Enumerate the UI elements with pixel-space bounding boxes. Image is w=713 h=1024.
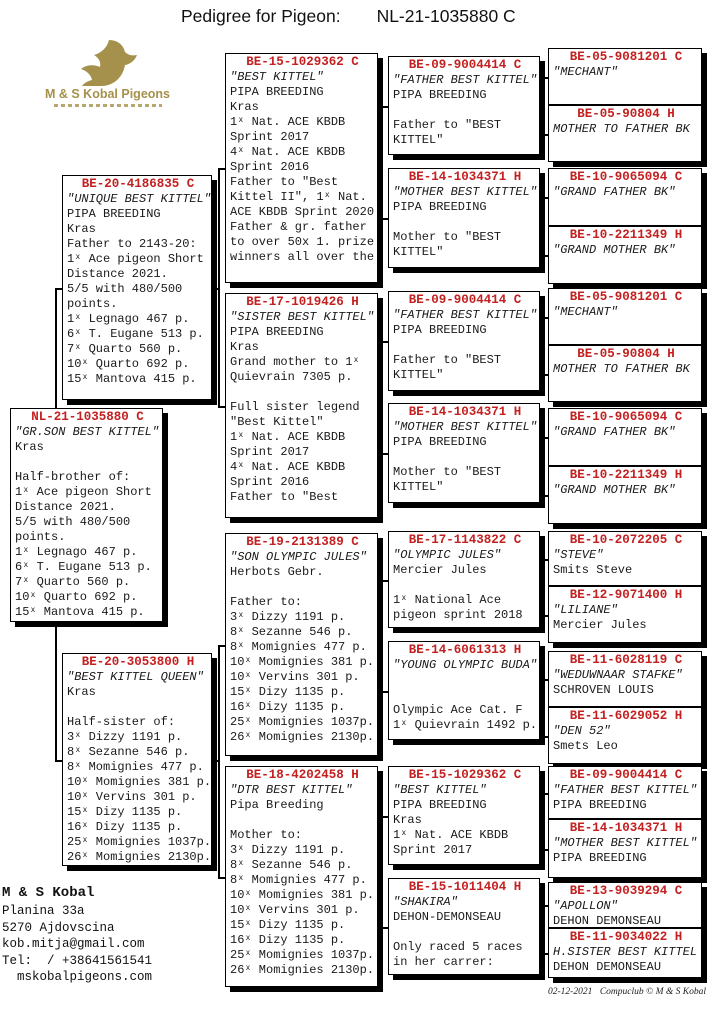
pedigree-line: in her carrer: — [393, 955, 494, 969]
connector-line — [541, 905, 548, 907]
contact-phone: Tel: / +38641561541 — [2, 953, 153, 968]
connector-line — [541, 793, 543, 849]
pedigree-line: Sprint 2017 — [230, 130, 310, 144]
pigeon-name: "GRAND FATHER BK" — [553, 425, 676, 439]
pedigree-line: 15ˣ Dizy 1135 p. — [230, 918, 346, 932]
pedigree-box — [548, 707, 702, 764]
connector-line — [381, 106, 388, 108]
connector-line — [381, 927, 388, 929]
ring-number: BE-20-4186835 C — [81, 177, 195, 191]
pedigree-line: PIPA BREEDING — [393, 200, 487, 214]
connector-line — [55, 760, 62, 762]
pedigree-line: 10ˣ Momignies 381 p. — [67, 775, 212, 789]
pedigree-line — [393, 103, 537, 118]
pedigree-line: Kras — [393, 813, 422, 827]
pedigree-line: Half-sister of: — [67, 715, 176, 729]
pedigree-line — [393, 338, 537, 353]
pedigree-line: 8ˣ Sezanne 546 p. — [230, 858, 353, 872]
pedigree-box — [225, 293, 378, 518]
pedigree-line: 16ˣ Dizy 1135 p. — [230, 700, 346, 714]
connector-line — [218, 168, 225, 170]
ring-number: BE-15-1029362 C — [408, 768, 522, 782]
ring-number: NL-21-1035880 C — [31, 410, 144, 424]
pedigree-line: Sprint 2017 — [393, 843, 473, 857]
pedigree-line: KITTEL" — [393, 245, 444, 259]
pedigree-line: Kittel II", 1ˣ Nat. — [230, 190, 367, 204]
pigeon-name: "GR.SON BEST KITTEL" — [15, 425, 160, 439]
pigeon-logo-icon — [79, 40, 137, 86]
pedigree-line — [230, 813, 375, 828]
pedigree-line: 1ˣ Ace pigeon Short — [15, 485, 152, 499]
ring-number: BE-05-90804 H — [577, 107, 675, 121]
connector-line — [218, 406, 225, 408]
pedigree-line — [393, 673, 537, 688]
pigeon-name: "BEST KITTEL" — [230, 70, 324, 84]
pedigree-line: Father to: — [230, 595, 303, 609]
connector-line — [218, 645, 225, 647]
pigeon-name: "GRAND MOTHER BK" — [553, 483, 676, 497]
pigeon-name: "WEDUWNAAR STAFKE" — [553, 668, 683, 682]
pedigree-line: winners all over the — [230, 250, 375, 264]
pedigree-line: DEHON DEMONSEAU — [553, 960, 662, 974]
ring-number: BE-09-9004414 C — [569, 768, 683, 782]
pigeon-name: "FATHER BEST KITTEL" — [393, 308, 538, 322]
pedigree-line: 1ˣ Quievrain 1492 p. — [393, 718, 538, 732]
pedigree-box — [62, 175, 212, 400]
pigeon-name: "LILIANE" — [553, 603, 618, 617]
pedigree-line: 3ˣ Dizzy 1191 p. — [230, 610, 346, 624]
pedigree-line — [230, 385, 375, 400]
pigeon-name: "BEST KITTEL" — [393, 783, 487, 797]
ring-number: BE-10-2072205 C — [569, 533, 683, 547]
pedigree-box — [225, 533, 378, 756]
pedigree-line — [15, 455, 160, 470]
pedigree-line: 15ˣ Mantova 415 p. — [15, 605, 145, 619]
pigeon-name: "YOUNG OLYMPIC BUDA" — [393, 658, 538, 672]
pedigree-line: 1ˣ National Ace — [393, 593, 502, 607]
pedigree-line: 3ˣ Dizzy 1191 p. — [230, 843, 346, 857]
connector-line — [541, 849, 548, 851]
ring-number: BE-05-90804 H — [577, 347, 675, 361]
ring-number: BE-13-9039294 C — [569, 884, 683, 898]
connector-line — [541, 437, 543, 495]
connector-line — [381, 580, 383, 691]
connector-line — [541, 736, 548, 738]
loft-logo — [25, 40, 190, 107]
connector-line — [541, 679, 543, 736]
pigeon-name: "MECHANT" — [553, 305, 618, 319]
connector-line — [381, 580, 388, 582]
pedigree-box — [388, 291, 540, 391]
pedigree-line: 10ˣ Vervins 301 p. — [230, 903, 360, 917]
pedigree-line: 15ˣ Dizy 1135 p. — [230, 685, 346, 699]
pedigree-line: 1ˣ Ace pigeon Short — [67, 252, 204, 266]
pedigree-box — [388, 403, 540, 503]
pedigree-line: Kras — [67, 685, 96, 699]
pigeon-name: "SHAKIRA" — [393, 895, 458, 909]
contact-email: kob.mitja@gmail.com — [2, 937, 145, 951]
pedigree-line: 1ˣ Nat. ACE KBDB — [393, 828, 509, 842]
pigeon-name: "MOTHER BEST KITTEL" — [553, 836, 698, 850]
connector-line — [381, 218, 388, 220]
pedigree-line: 16ˣ Dizy 1135 p. — [67, 820, 183, 834]
pedigree-box — [388, 766, 540, 865]
pedigree-line: Pipa Breeding — [230, 798, 324, 812]
connector-line — [541, 197, 543, 255]
pedigree-line: Sprint 2016 — [230, 475, 310, 489]
connector-line — [540, 453, 543, 455]
pedigree-line: Father to "BEST — [393, 353, 502, 367]
pedigree-line: SCHROVEN LOUIS — [553, 683, 654, 697]
pedigree-line: Only raced 5 races — [393, 940, 523, 954]
connector-line — [540, 106, 543, 108]
footer-credit: Compuclub © M & S Kobal — [599, 987, 706, 997]
pedigree-line: PIPA BREEDING — [230, 85, 324, 99]
pedigree-box — [548, 226, 702, 284]
pedigree-line: PIPA BREEDING — [393, 798, 487, 812]
connector-line — [381, 453, 388, 455]
pedigree-line: DEHON-DEMONSEAU — [393, 910, 502, 924]
pigeon-name: "DTR BEST KITTEL" — [230, 783, 353, 797]
pedigree-line: 1ˣ Legnago 467 p. — [15, 545, 138, 559]
pedigree-line: KITTEL" — [393, 368, 444, 382]
contact-address-line: Planina 33a — [2, 904, 85, 918]
connector-line — [540, 691, 543, 693]
pedigree-line: PIPA BREEDING — [553, 798, 647, 812]
pedigree-line: DEHON DEMONSEAU — [553, 914, 662, 928]
pigeon-name: "OLYMPIC JULES" — [393, 548, 502, 562]
pedigree-line: Distance 2021. — [67, 267, 168, 281]
ring-number: BE-17-1143822 C — [408, 533, 522, 547]
ring-number: BE-14-1034371 H — [408, 170, 522, 184]
connector-line — [381, 816, 383, 927]
ring-number: BE-18-4202458 H — [246, 768, 359, 782]
page-title-ring: NL-21-1035880 C — [376, 6, 516, 26]
pedigree-line: 10ˣ Vervins 301 p. — [230, 670, 360, 684]
connector-line — [540, 927, 543, 929]
connector-line — [541, 953, 548, 955]
connector-line — [381, 341, 388, 343]
pigeon-name: MOTHER TO FATHER BK — [553, 122, 690, 136]
pedigree-line — [393, 688, 537, 703]
pedigree-line: 8ˣ Momignies 477 p. — [230, 640, 367, 654]
pedigree-line: Full sister legend — [230, 400, 360, 414]
pedigree-box — [548, 766, 702, 819]
pedigree-line: 8ˣ Momignies 477 p. — [230, 873, 367, 887]
pedigree-box — [388, 641, 540, 740]
pigeon-name: "MOTHER BEST KITTEL" — [393, 185, 538, 199]
connector-line — [540, 218, 543, 220]
connector-line — [541, 905, 543, 953]
connector-line — [541, 255, 548, 257]
connector-line — [212, 288, 220, 290]
connector-line — [541, 317, 548, 319]
pedigree-line: Distance 2021. — [15, 500, 116, 514]
ring-number: BE-10-9065094 C — [569, 170, 683, 184]
connector-line — [541, 793, 548, 795]
ring-number: BE-15-1011404 H — [408, 880, 522, 894]
connector-line — [378, 877, 383, 879]
pedigree-box — [388, 56, 540, 155]
pedigree-line: to over 50x 1. prize — [230, 235, 375, 249]
page-title — [181, 6, 516, 27]
pedigree-line — [393, 925, 537, 940]
pedigree-line — [393, 450, 537, 465]
pedigree-line: 10ˣ Momignies 381 p. — [230, 888, 375, 902]
pigeon-name: "GRAND MOTHER BK" — [553, 243, 676, 257]
pedigree-line: 1ˣ Nat. ACE KBDB — [230, 430, 346, 444]
pigeon-name: "MECHANT" — [553, 65, 618, 79]
pedigree-line: 10ˣ Vervins 301 p. — [67, 790, 197, 804]
pedigree-line: Mercier Jules — [393, 563, 487, 577]
connector-line — [541, 374, 548, 376]
ring-number: BE-11-6029052 H — [569, 709, 683, 723]
connector-line — [541, 134, 548, 136]
pedigree-box — [548, 586, 702, 643]
pedigree-box — [548, 651, 702, 707]
connector-line — [541, 559, 548, 561]
pedigree-line: PIPA BREEDING — [393, 88, 487, 102]
pedigree-line: ACE KBDB Sprint 2020 — [230, 205, 375, 219]
pedigree-box — [548, 288, 702, 345]
pedigree-line: Sprint 2016 — [230, 160, 310, 174]
pigeon-name: "FATHER BEST KITTEL" — [553, 783, 698, 797]
contact-city-line: 5270 Ajdovscina — [2, 920, 115, 935]
connector-line — [541, 679, 548, 681]
pedigree-box — [225, 53, 378, 283]
pedigree-line: Smets Leo — [553, 739, 618, 753]
pedigree-line: Kras — [67, 222, 96, 236]
connector-line — [381, 106, 383, 218]
ring-number: BE-14-1034371 H — [569, 821, 683, 835]
pedigree-line: 10ˣ Quarto 692 p. — [67, 357, 190, 371]
pedigree-box — [225, 766, 378, 987]
connector-line — [541, 77, 548, 79]
ring-number: BE-10-2211349 H — [569, 228, 683, 242]
ring-number: BE-15-1029362 C — [246, 55, 359, 69]
pedigree-line: points. — [15, 530, 66, 544]
contact-block — [2, 884, 152, 986]
ring-number: BE-12-9071400 H — [569, 588, 683, 602]
pedigree-line: Father to "Best — [230, 490, 339, 504]
pigeon-name: MOTHER TO FATHER BK — [553, 362, 690, 376]
pedigree-line: Sprint 2017 — [230, 445, 310, 459]
pedigree-box — [388, 878, 540, 975]
pedigree-line: 8ˣ Sezanne 546 p. — [230, 625, 353, 639]
pigeon-name: "SISTER BEST KITTEL" — [230, 310, 375, 324]
pedigree-line: 4ˣ Nat. ACE KBDB — [230, 460, 346, 474]
connector-line — [541, 495, 548, 497]
ring-number: BE-09-9004414 C — [408, 293, 522, 307]
page-title-label: Pedigree for Pigeon: — [181, 6, 341, 26]
pedigree-line: 26ˣ Momignies 2130p. — [230, 963, 375, 977]
ring-number: BE-10-9065094 C — [569, 410, 683, 424]
pedigree-box — [548, 466, 702, 524]
pedigree-line — [393, 578, 537, 593]
pedigree-line: Father to "BEST — [393, 118, 502, 132]
pigeon-name: "APOLLON" — [553, 899, 618, 913]
pedigree-line — [230, 580, 375, 595]
pedigree-line: Herbots Gebr. — [230, 565, 324, 579]
pedigree-line: 3ˣ Dizzy 1191 p. — [67, 730, 183, 744]
pedigree-line: 4ˣ Nat. ACE KBDB — [230, 145, 346, 159]
pedigree-box — [548, 408, 702, 466]
connector-line — [378, 406, 383, 408]
pedigree-line: KITTEL" — [393, 133, 444, 147]
pedigree-line: 25ˣ Momignies 1037p. — [67, 835, 212, 849]
pedigree-line: Quievrain 7305 p. — [230, 370, 353, 384]
pedigree-line: PIPA BREEDING — [553, 851, 647, 865]
connector-line — [212, 760, 220, 762]
pedigree-line: 8ˣ Momignies 477 p. — [67, 760, 204, 774]
pedigree-line: 1ˣ Legnago 467 p. — [67, 312, 190, 326]
logo-tagline — [54, 104, 162, 107]
pedigree-line: 16ˣ Dizy 1135 p. — [230, 933, 346, 947]
ring-number: BE-17-1019426 H — [246, 295, 359, 309]
connector-line — [381, 816, 388, 818]
pedigree-line: Mother to "BEST — [393, 465, 502, 479]
ring-number: BE-14-1034371 H — [408, 405, 522, 419]
pigeon-name: "MOTHER BEST KITTEL" — [393, 420, 538, 434]
pedigree-line: 6ˣ T. Eugane 513 p. — [67, 327, 204, 341]
pedigree-line: PIPA BREEDING — [393, 435, 487, 449]
connector-line — [540, 341, 543, 343]
ring-number: BE-09-9004414 C — [408, 58, 522, 72]
pedigree-line: pigeon sprint 2018 — [393, 608, 523, 622]
contact-website: mskobalpigeons.com — [2, 970, 153, 984]
connector-line — [541, 197, 548, 199]
ring-number: BE-05-9081201 C — [569, 50, 683, 64]
pedigree-line: 10ˣ Momignies 381 p. — [230, 655, 375, 669]
pedigree-line — [393, 215, 537, 230]
pigeon-name: "DEN 52" — [553, 724, 611, 738]
connector-line — [378, 645, 383, 647]
connector-line — [218, 168, 220, 406]
pedigree-line: Kras — [230, 100, 259, 114]
ring-number: BE-05-9081201 C — [569, 290, 683, 304]
pedigree-line: 1ˣ Nat. ACE KBDB — [230, 115, 346, 129]
pedigree-line: Olympic Ace Cat. F — [393, 703, 523, 717]
pedigree-box — [548, 105, 702, 162]
pedigree-line: Grand mother to 1ˣ — [230, 355, 360, 369]
pedigree-line: 7ˣ Quarto 560 p. — [15, 575, 131, 589]
pedigree-line: Mother to: — [230, 828, 303, 842]
connector-line — [55, 288, 62, 290]
connector-line — [540, 580, 543, 582]
ring-number: BE-20-3053800 H — [81, 655, 195, 669]
pedigree-line: KITTEL" — [393, 480, 444, 494]
connector-line — [541, 615, 548, 617]
pedigree-line: Kras — [15, 440, 44, 454]
ring-number: BE-10-2211349 H — [569, 468, 683, 482]
pedigree-line: Smits Steve — [553, 563, 633, 577]
ring-number: BE-19-2131389 C — [246, 535, 359, 549]
pedigree-line: Father to 2143-20: — [67, 237, 197, 251]
pedigree-line: 25ˣ Momignies 1037p. — [230, 715, 375, 729]
pedigree-line: Half-brother of: — [15, 470, 131, 484]
pedigree-line: 10ˣ Quarto 692 p. — [15, 590, 138, 604]
pedigree-line: 26ˣ Momignies 2130p. — [67, 850, 212, 864]
pigeon-name: "BEST KITTEL QUEEN" — [67, 670, 204, 684]
pedigree-line: 25ˣ Momignies 1037p. — [230, 948, 375, 962]
connector-line — [378, 168, 383, 170]
connector-line — [381, 691, 388, 693]
ring-number: BE-11-9034022 H — [569, 930, 683, 944]
connector-line — [381, 341, 383, 453]
pedigree-line: 15ˣ Mantova 415 p. — [67, 372, 197, 386]
contact-name: M & S Kobal — [2, 885, 95, 901]
pedigree-line: Father & gr. father — [230, 220, 367, 234]
pedigree-line: Father to "Best — [230, 175, 339, 189]
ring-number: BE-11-6028119 C — [569, 653, 683, 667]
pedigree-box — [548, 819, 702, 878]
pedigree-line: 5/5 with 480/500 — [67, 282, 183, 296]
pigeon-name: H.SISTER BEST KITTEL — [553, 945, 698, 959]
connector-line — [541, 437, 548, 439]
pedigree-box — [548, 928, 702, 978]
pedigree-box — [548, 882, 702, 928]
pedigree-line: 15ˣ Dizy 1135 p. — [67, 805, 183, 819]
pedigree-line: 6ˣ T. Eugane 513 p. — [15, 560, 152, 574]
pedigree-box — [548, 168, 702, 226]
pedigree-line — [67, 700, 209, 715]
pedigree-line: 26ˣ Momignies 2130p. — [230, 730, 375, 744]
pedigree-box — [548, 48, 702, 105]
connector-line — [218, 877, 225, 879]
pigeon-name: "SON OLYMPIC JULES" — [230, 550, 367, 564]
pedigree-line: points. — [67, 297, 118, 311]
pedigree-line: Mercier Jules — [553, 618, 647, 632]
connector-line — [541, 317, 543, 374]
footer — [548, 987, 706, 997]
pedigree-box — [62, 653, 212, 866]
pedigree-line: Mother to "BEST — [393, 230, 502, 244]
pedigree-line: PIPA BREEDING — [230, 325, 324, 339]
pedigree-line: "Best Kittel" — [230, 415, 324, 429]
footer-date: 02-12-2021 — [548, 987, 593, 997]
pedigree-box — [10, 408, 163, 622]
pedigree-box — [548, 345, 702, 402]
pedigree-line: 7ˣ Quarto 560 p. — [67, 342, 183, 356]
connector-line — [540, 816, 543, 818]
pedigree-line: Kras — [230, 340, 259, 354]
connector-line — [541, 559, 543, 615]
pedigree-box — [548, 531, 702, 586]
pigeon-name: "FATHER BEST KITTEL" — [393, 73, 538, 87]
pedigree-line: 5/5 with 480/500 — [15, 515, 131, 529]
ring-number: BE-14-6061313 H — [408, 643, 522, 657]
logo-name: M & S Kobal Pigeons — [44, 87, 170, 101]
pigeon-name: "STEVE" — [553, 548, 604, 562]
pigeon-name: "GRAND FATHER BK" — [553, 185, 676, 199]
pedigree-line: PIPA BREEDING — [67, 207, 161, 221]
pedigree-box — [388, 531, 540, 628]
pigeon-name: "UNIQUE BEST KITTEL" — [67, 192, 212, 206]
pedigree-box — [388, 168, 540, 268]
pedigree-line: PIPA BREEDING — [393, 323, 487, 337]
pedigree-line: 8ˣ Sezanne 546 p. — [67, 745, 190, 759]
